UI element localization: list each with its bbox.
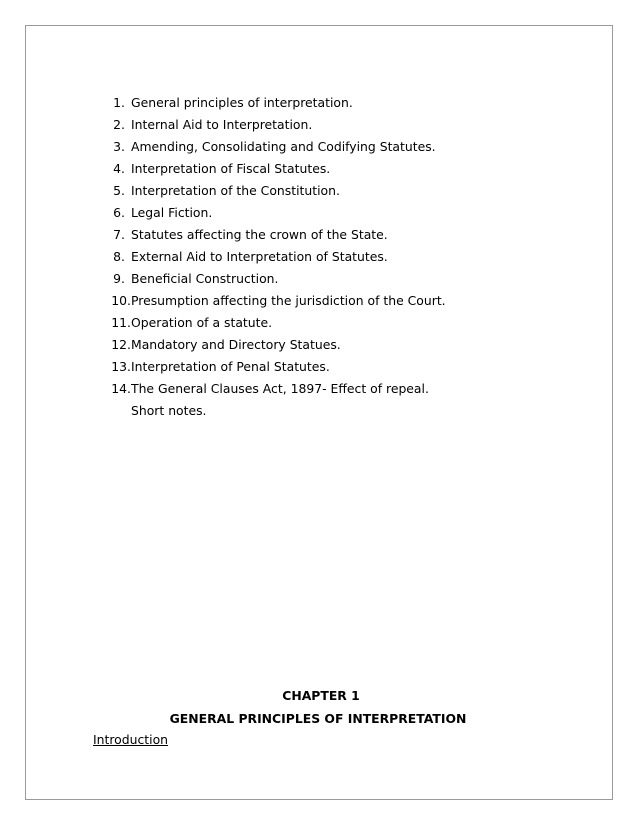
toc-number: 14. [111, 381, 131, 396]
toc-item-3 [111, 136, 446, 158]
chapter-subtitle-text: GENERAL PRINCIPLES OF INTERPRETATION [169, 711, 467, 726]
toc-number: 12. [111, 337, 131, 352]
toc-item-9 [111, 268, 446, 290]
toc-text: Mandatory and Directory Statues. [131, 337, 341, 352]
toc-text: Internal Aid to Interpretation. [131, 117, 313, 132]
toc-text: Beneficial Construction. [131, 271, 279, 286]
toc-text: Presumption affecting the jurisdiction of the Court. [131, 293, 446, 308]
toc-text: Interpretation of Penal Statutes. [131, 359, 330, 374]
toc-item-5 [111, 180, 446, 202]
toc-number: 9. [113, 271, 125, 286]
toc-number: 5. [113, 183, 125, 198]
toc-item-6 [111, 202, 446, 224]
toc-text: The General Clauses Act, 1897- Effect of repeal. [131, 381, 429, 396]
toc-number: 3. [113, 139, 125, 154]
toc-text: General principles of interpretation. [131, 95, 353, 110]
toc-text: Legal Fiction. [131, 205, 213, 220]
section-heading-introduction: Introduction [93, 732, 169, 747]
chapter-subtitle [0, 709, 638, 729]
short-notes: Short notes. [131, 403, 207, 418]
toc-number: 8. [113, 249, 125, 264]
toc-number: 4. [113, 161, 125, 176]
toc-item-11 [111, 312, 446, 334]
toc-text: Interpretation of Fiscal Statutes. [131, 161, 331, 176]
toc-number: 6. [113, 205, 125, 220]
toc-item-2 [111, 114, 446, 136]
toc-number: 11. [111, 315, 131, 330]
toc-item-13 [111, 356, 446, 378]
toc-number: 2. [113, 117, 125, 132]
toc-text: External Aid to Interpretation of Statutes. [131, 249, 388, 264]
toc-text: Statutes affecting the crown of the State. [131, 227, 388, 242]
toc-item-4 [111, 158, 446, 180]
toc-item-10 [111, 290, 446, 312]
toc-number: 7. [113, 227, 125, 242]
toc-item-8 [111, 246, 446, 268]
chapter-title [0, 686, 638, 706]
table-of-contents [111, 92, 446, 400]
toc-number: 10. [111, 293, 131, 308]
toc-item-12 [111, 334, 446, 356]
chapter-title-text: CHAPTER 1 [282, 688, 360, 703]
toc-item-14 [111, 378, 446, 400]
toc-item-7 [111, 224, 446, 246]
toc-item-1 [111, 92, 446, 114]
toc-number: 13. [111, 359, 131, 374]
toc-number: 1. [113, 95, 125, 110]
toc-text: Operation of a statute. [131, 315, 273, 330]
toc-text: Interpretation of the Constitution. [131, 183, 340, 198]
toc-text: Amending, Consolidating and Codifying Statutes. [131, 139, 436, 154]
